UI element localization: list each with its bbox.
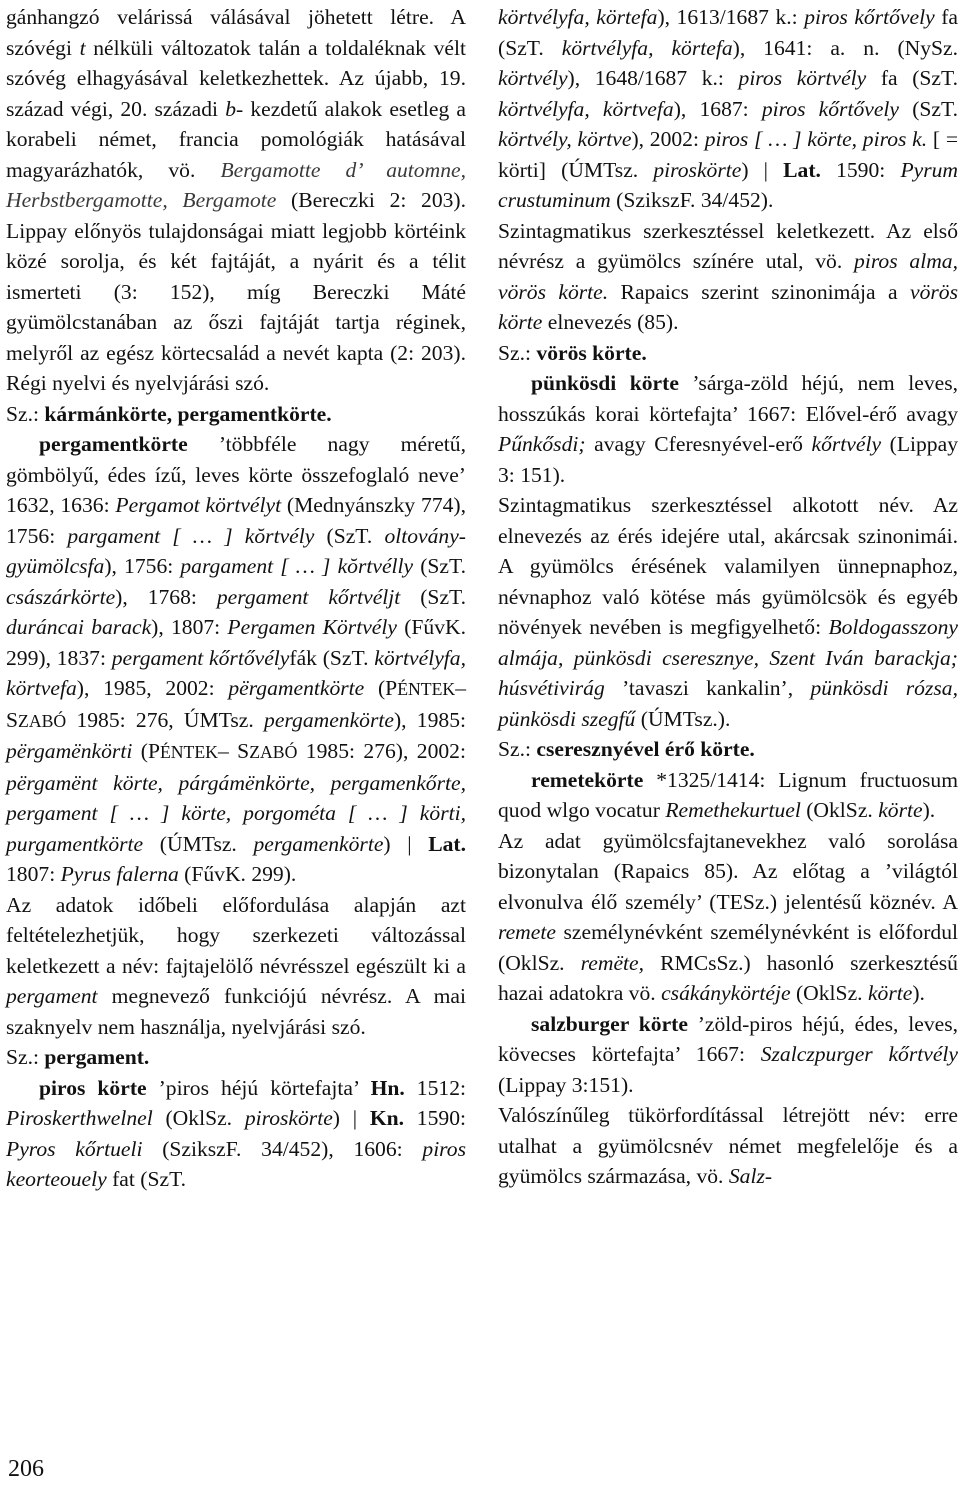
entry-piros-korte: piros körte ’piros héjú körtefajta’ Hn. 1512: Piroskerthwelnel (OklSz. piroskörte) | Kn. 1590: Pyros kőrtueli (SzikszF. 34/452), 1606: piros keorteouely fat (SzT.	[6, 1075, 466, 1191]
synonyms-line: Sz.: cseresznyével érő körte.	[498, 737, 755, 761]
entry-punkosdi-korte: pünkösdi körte ’sárga-zöld héjú, nem leves, hosszúkás korai körtefajta’ 1667: Elővel-érő avagy Pűnkősdi; avagy Cferesnyével-erő kőrtvély (Lippay 3: 151).	[498, 371, 958, 487]
entry-headword: salzburger körte	[531, 1011, 688, 1036]
synonyms-line: Sz.: kármánkörte, pergamentkörte.	[6, 401, 332, 426]
entry-headword: piros körte	[39, 1075, 147, 1100]
entry-pergamentkorte: pergamentkörte ’többféle nagy méretű, gömbölyű, édes ízű, leves körte összefoglaló neve’ 1632, 1636: Pergamot körtvélyt (Mednyánszky 774), 1756: pargament [ … ] kŏrtvély (SzT. oltovány-gyümölcsfa), 1756: pargament [ … ] kŏrtvélly (SzT. császárkörte), 1768: pergament kőrtvéljt (SzT. duráncai barack), 1807: Pergamen Körtvély (FűvK. 299), 1837: pergament kőrtővélyfák (SzT. körtvélyfa, körtvefa), 1985, 2002: pёrgamentkörte (PÉNTEK–SZABÓ 1985: 276, ÚMTsz. pergamenkörte), 1985: pёrgamёnkörti (PÉNTEK– SZABÓ 1985: 276), 2002: pёrgamёnt körte, párgámёnkörte, pergamenkőrte, pergament [ … ] körte, porgométa [ … ] körti, purgamentkörte (ÚMTsz. pergamenkörte) | Lat. 1807: Pyrus falerna (FűvK. 299).	[6, 432, 467, 886]
entry-salzburger-korte: salzburger körte ’zöld-piros héjú, édes, leves, kövecses körtefajta’ 1667: Szalczpurger kőrtvély (Lippay 3:151).	[498, 1011, 959, 1097]
page-number: 206	[8, 1456, 44, 1482]
entry-headword: remetekörte	[531, 767, 644, 792]
paragraph-piros-explanation: Szintagmatikus szerkesztéssel keletkezett. Az első névrész a gyümölcs színére utal, vö. piros alma, vörös körte. Rapaics szerint szinonimája a vörös körte elnevezés (85).	[498, 218, 958, 334]
paragraph-origin: gánhangzó velárissá válásával jöhetett létre. A szóvégi t nélküli változatok talán a toldaléknak vélt szóvég elhagyásával keletkezhettek. Az újabb, 19. század végi, 20. századi b- kezdetű alakok esetleg a korabeli német, francia pomológiák hatásával magyarázhatók, vö. Bergamotte d’ automne, Herbstbergamotte, Bergamote (Bereczki 2: 203). Lippay előnyös tulajdonságai miatt legjobb körtéink közé sorolja, és két fajtáját, a nyárit és a télit ismerteti (3: 152), míg Bereczki Máté gyümölcstanában az őszi fajtáját tartja réginek, melyről az egész körtecsalád a nevét kapta (2: 203). Régi nyelvi és nyelvjárási szó.	[6, 5, 467, 395]
right-column	[498, 2, 958, 1192]
paragraph-salzburger-explanation: Valószínűleg tükörfordítással létrejött név: erre utalhat a gyümölcsnév német megfelelője és a gyümölcs származása, vö. Salz-	[498, 1103, 958, 1188]
paragraph-punkosdi-explanation: Szintagmatikus szerkesztéssel alkotott név. Az elnevezés az érés idejére utal, akárcsak szinonimái. A gyümölcs érésének valamilyen ünnepnaphoz, névnaphoz való kötése más gyümölcsök és egyéb növények nevében is megfigyelhető: Boldogasszony almája, pünkösdi cseresznye, Szent Iván barackja; húsvétivirág ’tavaszi kankalin’, pünkösdi rózsa, pünkösdi szegfű (ÚMTsz.).	[498, 493, 958, 731]
paragraph-remete-explanation: Az adat gyümölcsfajtanevekhez való sorolása bizonytalan (Rapaics 85). Az előtag a ’világtól elvonulva élő személy’ (TESz.) jelentésű köznév. A remete személynévként személynévként is előfordul (OklSz. remёte, RMCsSz.) hasonló szerkesztésű hazai adatokra vö. csákánykörtéje (OklSz. körte).	[498, 828, 958, 1005]
entry-headword: pünkösdi körte	[531, 371, 679, 395]
left-column	[6, 2, 466, 1195]
paragraph-pergament-explanation: Az adatok időbeli előfordulása alapján azt feltételezhetjük, hogy szerkezeti változással keletkezett a név: fajtajelölő névrésszel egészült ki a pergament megnevező funkciójú névrész. A mai szaknyelv nem használja, nyelvjárási szó.	[6, 892, 466, 1039]
synonyms-line: Sz.: vörös körte.	[498, 340, 647, 365]
entry-headword: pergamentkörte	[39, 432, 188, 456]
entry-remetekorte: remetekörte *1325/1414: Lignum fructuosum quod wlgo vocatur Remethekurtuel (OklSz. körte).	[498, 767, 958, 822]
synonyms-line: Sz.: pergament.	[6, 1045, 150, 1069]
entry-piros-korte-continued: körtvélyfa, körtefa), 1613/1687 k.: piros kőrtővely fa (SzT. körtvélyfa, körtefa), 1641: a. n. (NySz. körtvély), 1648/1687 k.: piros körtvély fa (SzT. körtvélyfa, körtvefa), 1687: piros kőrtővely (SzT. körtvély, körtve), 2002: piros [ … ] körte, piros k. [ = körti] (ÚMTsz. piroskörte) | Lat. 1590: Pyrum crustuminum (SzikszF. 34/452).	[498, 5, 959, 212]
